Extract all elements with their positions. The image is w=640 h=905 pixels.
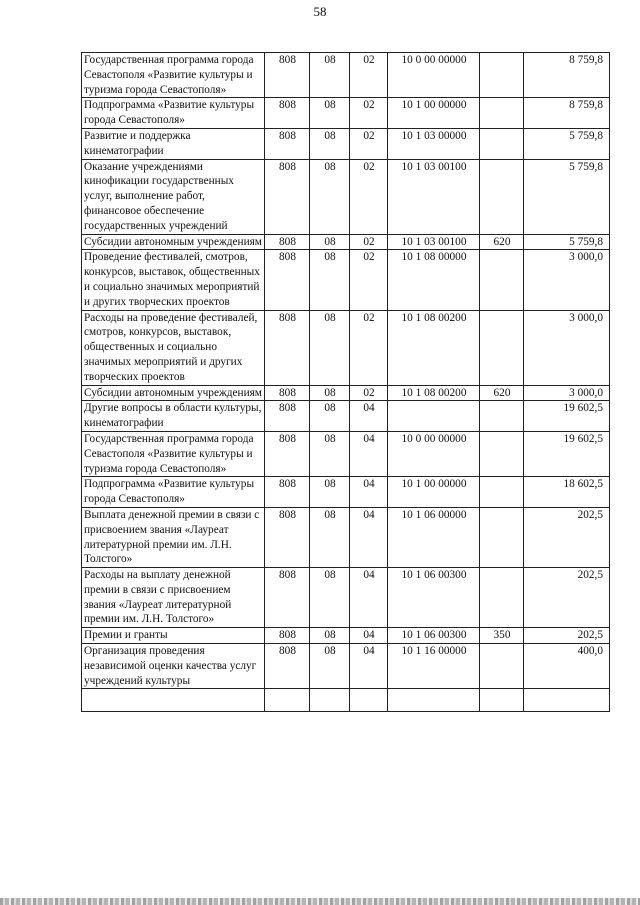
subsection-code: 02 — [350, 385, 388, 401]
table-row — [82, 310, 610, 385]
amount: 5 759,8 — [524, 159, 610, 234]
amount: 19 602,5 — [524, 431, 610, 476]
amount: 5 759,8 — [524, 128, 610, 159]
target-article-code: 10 1 00 00000 — [388, 477, 480, 508]
empty-row — [82, 689, 610, 712]
subsection-code: 04 — [350, 431, 388, 476]
ministry-code: 808 — [265, 310, 310, 385]
amount: 3 000,0 — [524, 250, 610, 310]
expense-type-code — [480, 250, 524, 310]
table-row — [82, 401, 610, 432]
row-name: Расходы на проведение фестивалей, смотров, конкурсов, выставок, общественных и социально значимых мероприятий и других творческих проектов — [82, 310, 265, 385]
amount: 5 759,8 — [524, 234, 610, 250]
section-code: 08 — [310, 644, 350, 689]
table-row — [82, 568, 610, 628]
subsection-code: 04 — [350, 568, 388, 628]
target-article-code: 10 1 06 00000 — [388, 507, 480, 567]
expense-type-code: 350 — [480, 628, 524, 644]
amount: 202,5 — [524, 507, 610, 567]
amount: 8 759,8 — [524, 53, 610, 98]
table-row — [82, 628, 610, 644]
expense-type-code — [480, 507, 524, 567]
ministry-code: 808 — [265, 507, 310, 567]
subsection-code: 02 — [350, 128, 388, 159]
scan-edge-noise — [0, 898, 640, 905]
row-name: Выплата денежной премии в связи с присвоением звания «Лауреат литературной премии им. Л.Н. Толстого» — [82, 507, 265, 567]
expense-type-code — [480, 431, 524, 476]
section-code: 08 — [310, 234, 350, 250]
subsection-code: 02 — [350, 98, 388, 129]
amount: 202,5 — [524, 628, 610, 644]
expense-type-code — [480, 159, 524, 234]
row-name: Подпрограмма «Развитие культуры города Севастополя» — [82, 98, 265, 129]
amount: 8 759,8 — [524, 98, 610, 129]
ministry-code: 808 — [265, 477, 310, 508]
expense-type-code — [480, 53, 524, 98]
row-name: Оказание учреждениями кинофикации государственных услуг, выполнение работ, финансовое обеспечение государственных учреждений — [82, 159, 265, 234]
expense-type-code — [480, 310, 524, 385]
table-row — [82, 385, 610, 401]
section-code: 08 — [310, 128, 350, 159]
page-number: 58 — [313, 4, 327, 19]
target-article-code: 10 1 16 00000 — [388, 644, 480, 689]
table-row — [82, 431, 610, 476]
ministry-code: 808 — [265, 128, 310, 159]
section-code: 08 — [310, 159, 350, 234]
section-code: 08 — [310, 250, 350, 310]
section-code: 08 — [310, 53, 350, 98]
target-article-code: 10 1 03 00100 — [388, 234, 480, 250]
expense-type-code — [480, 644, 524, 689]
ministry-code: 808 — [265, 250, 310, 310]
amount: 18 602,5 — [524, 477, 610, 508]
table-row — [82, 128, 610, 159]
ministry-code: 808 — [265, 234, 310, 250]
row-name: Субсидии автономным учреждениям — [82, 385, 265, 401]
row-name: Государственная программа города Севастополя «Развитие культуры и туризма города Севастополя» — [82, 53, 265, 98]
row-name: Премии и гранты — [82, 628, 265, 644]
subsection-code: 02 — [350, 53, 388, 98]
amount: 3 000,0 — [524, 385, 610, 401]
target-article-code — [388, 401, 480, 432]
ministry-code: 808 — [265, 568, 310, 628]
subsection-code: 02 — [350, 234, 388, 250]
ministry-code: 808 — [265, 644, 310, 689]
subsection-code: 04 — [350, 644, 388, 689]
ministry-code: 808 — [265, 98, 310, 129]
target-article-code: 10 1 06 00300 — [388, 568, 480, 628]
row-name: Подпрограмма «Развитие культуры города Севастополя» — [82, 477, 265, 508]
ministry-code: 808 — [265, 385, 310, 401]
ministry-code: 808 — [265, 431, 310, 476]
target-article-code: 10 1 08 00200 — [388, 385, 480, 401]
row-name: Государственная программа города Севастополя «Развитие культуры и туризма города Севастополя» — [82, 431, 265, 476]
section-code: 08 — [310, 477, 350, 508]
amount: 19 602,5 — [524, 401, 610, 432]
subsection-code: 04 — [350, 477, 388, 508]
row-name: Расходы на выплату денежной премии в связи с присвоением звания «Лауреат литературной премии им. Л.Н. Толстого» — [82, 568, 265, 628]
amount: 202,5 — [524, 568, 610, 628]
table-row — [82, 644, 610, 689]
subsection-code: 02 — [350, 250, 388, 310]
expense-type-code — [480, 401, 524, 432]
table-row — [82, 477, 610, 508]
expense-type-code — [480, 568, 524, 628]
table-row — [82, 53, 610, 98]
row-name: Субсидии автономным учреждениям — [82, 234, 265, 250]
subsection-code: 04 — [350, 507, 388, 567]
subsection-code: 04 — [350, 401, 388, 432]
row-name: Другие вопросы в области культуры, кинематографии — [82, 401, 265, 432]
row-name: Проведение фестивалей, смотров, конкурсов, выставок, общественных и социально значимых мероприятий и других творческих проектов — [82, 250, 265, 310]
expense-type-code: 620 — [480, 234, 524, 250]
section-code: 08 — [310, 310, 350, 385]
expense-type-code — [480, 98, 524, 129]
row-name: Развитие и поддержка кинематографии — [82, 128, 265, 159]
subsection-code: 02 — [350, 159, 388, 234]
target-article-code: 10 1 03 00000 — [388, 128, 480, 159]
section-code: 08 — [310, 401, 350, 432]
target-article-code: 10 0 00 00000 — [388, 53, 480, 98]
subsection-code: 02 — [350, 310, 388, 385]
table-row — [82, 234, 610, 250]
ministry-code: 808 — [265, 628, 310, 644]
section-code: 08 — [310, 385, 350, 401]
target-article-code: 10 1 08 00200 — [388, 310, 480, 385]
amount: 3 000,0 — [524, 310, 610, 385]
expense-type-code — [480, 128, 524, 159]
target-article-code: 10 0 00 00000 — [388, 431, 480, 476]
ministry-code: 808 — [265, 159, 310, 234]
section-code: 08 — [310, 507, 350, 567]
table-row — [82, 98, 610, 129]
ministry-code: 808 — [265, 53, 310, 98]
budget-table — [81, 52, 610, 712]
target-article-code: 10 1 06 00300 — [388, 628, 480, 644]
table-row — [82, 159, 610, 234]
table-row — [82, 250, 610, 310]
expense-type-code: 620 — [480, 385, 524, 401]
section-code: 08 — [310, 431, 350, 476]
ministry-code: 808 — [265, 401, 310, 432]
section-code: 08 — [310, 628, 350, 644]
row-name: Организация проведения независимой оценки качества услуг учреждений культуры — [82, 644, 265, 689]
target-article-code: 10 1 08 00000 — [388, 250, 480, 310]
table-row — [82, 507, 610, 567]
section-code: 08 — [310, 98, 350, 129]
target-article-code: 10 1 00 00000 — [388, 98, 480, 129]
subsection-code: 04 — [350, 628, 388, 644]
expense-type-code — [480, 477, 524, 508]
section-code: 08 — [310, 568, 350, 628]
target-article-code: 10 1 03 00100 — [388, 159, 480, 234]
amount: 400,0 — [524, 644, 610, 689]
